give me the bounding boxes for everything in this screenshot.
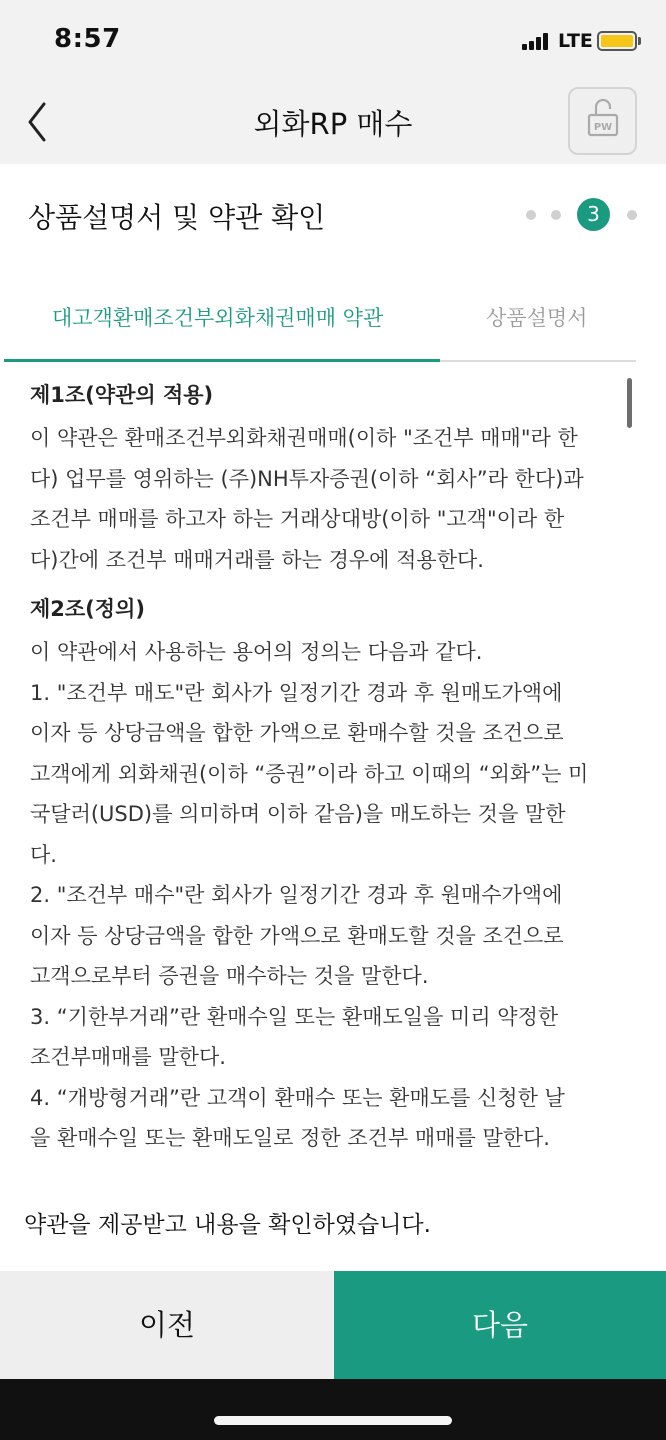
network-label: LTE (558, 30, 593, 52)
article-title: 제2조(정의) (30, 597, 145, 621)
article-body (30, 632, 642, 1159)
article-line: 이자 등 상당금액을 합한 가액으로 환매수할 것을 조건으로 (30, 721, 564, 745)
article-line: 2. "조건부 매수"란 회사가 일정기간 경과 후 원매수가액에 (30, 883, 563, 907)
article-line: 고객으로부터 증권을 매수하는 것을 말한다. (30, 964, 429, 988)
nav-bar (0, 80, 666, 164)
article-line: 이 약관은 환매조건부외화채권매매(이하 "조건부 매매"라 한 (30, 426, 578, 450)
article-line: 다. (30, 842, 57, 867)
battery-icon (597, 31, 637, 51)
section-title: 상품설명서 및 약관 확인 (28, 201, 326, 234)
article-line: 조건부매매를 말한다. (30, 1045, 226, 1069)
status-bar (0, 0, 666, 80)
prev-button[interactable]: 이전 (0, 1271, 334, 1379)
article-line: 이자 등 상당금액을 합한 가액으로 환매도할 것을 조건으로 (30, 923, 564, 948)
step-dot-active: 3 (577, 198, 610, 231)
signal-icon (522, 32, 552, 50)
article-line: 3. “기한부거래”란 환매수일 또는 환매도일을 미리 약정한 (30, 1004, 559, 1029)
confirm-text: 약관을 제공받고 내용을 확인하였습니다. (24, 1212, 431, 1238)
content-scrollbar[interactable] (627, 378, 632, 428)
article-line: 1. "조건부 매도"란 회사가 일정기간 경과 후 원매도가액에 (30, 680, 563, 705)
tab-bar (4, 280, 636, 362)
article-line: 다) 업무를 영위하는 (주)NH투자증권(이하 “회사”라 한다)과 (30, 466, 584, 491)
article-line: 다)간에 조건부 매매거래를 하는 경우에 적용한다. (30, 547, 484, 572)
status-time: 8:57 (54, 24, 121, 54)
step-dot (526, 210, 536, 220)
tab-product-description[interactable]: 상품설명서 (486, 306, 588, 330)
home-area (0, 1379, 666, 1440)
terms-content[interactable] (30, 372, 642, 1167)
article-line: 이 약관에서 사용하는 용어의 정의는 다음과 같다. (30, 640, 483, 664)
step-indicator (520, 198, 640, 230)
tab-terms[interactable]: 대고객환매조건부외화채권매매 약관 (52, 306, 384, 330)
article-line: 국달러(USD)를 의미하며 이하 같음)을 매도하는 것을 말한 (30, 802, 566, 826)
article-line: 4. “개방형거래”란 고객이 환매수 또는 환매도를 신청한 날 (30, 1085, 565, 1110)
battery-tip (638, 37, 641, 45)
article-line: 고객에게 외화채권(이하 “증권”이라 하고 이때의 “외화”는 미 (30, 761, 589, 786)
page-title: 외화RP 매수 (253, 107, 413, 141)
article-title: 제1조(약관의 적용) (30, 383, 214, 407)
step-dot (627, 210, 637, 220)
article-line: 조건부 매매를 하고자 하는 거래상대방(이하 "고객"이라 한 (30, 507, 565, 531)
article-body (30, 418, 642, 580)
article-line: 을 환매수일 또는 환매도일로 정한 조건부 매매를 말한다. (30, 1126, 550, 1150)
home-indicator[interactable] (214, 1416, 452, 1425)
next-button[interactable]: 다음 (334, 1271, 666, 1379)
unlock-pw-icon (570, 89, 635, 153)
active-tab-underline (4, 359, 440, 362)
step-dot (551, 210, 561, 220)
pw-unlock-button[interactable] (568, 87, 637, 155)
pw-label: PW (593, 122, 613, 133)
